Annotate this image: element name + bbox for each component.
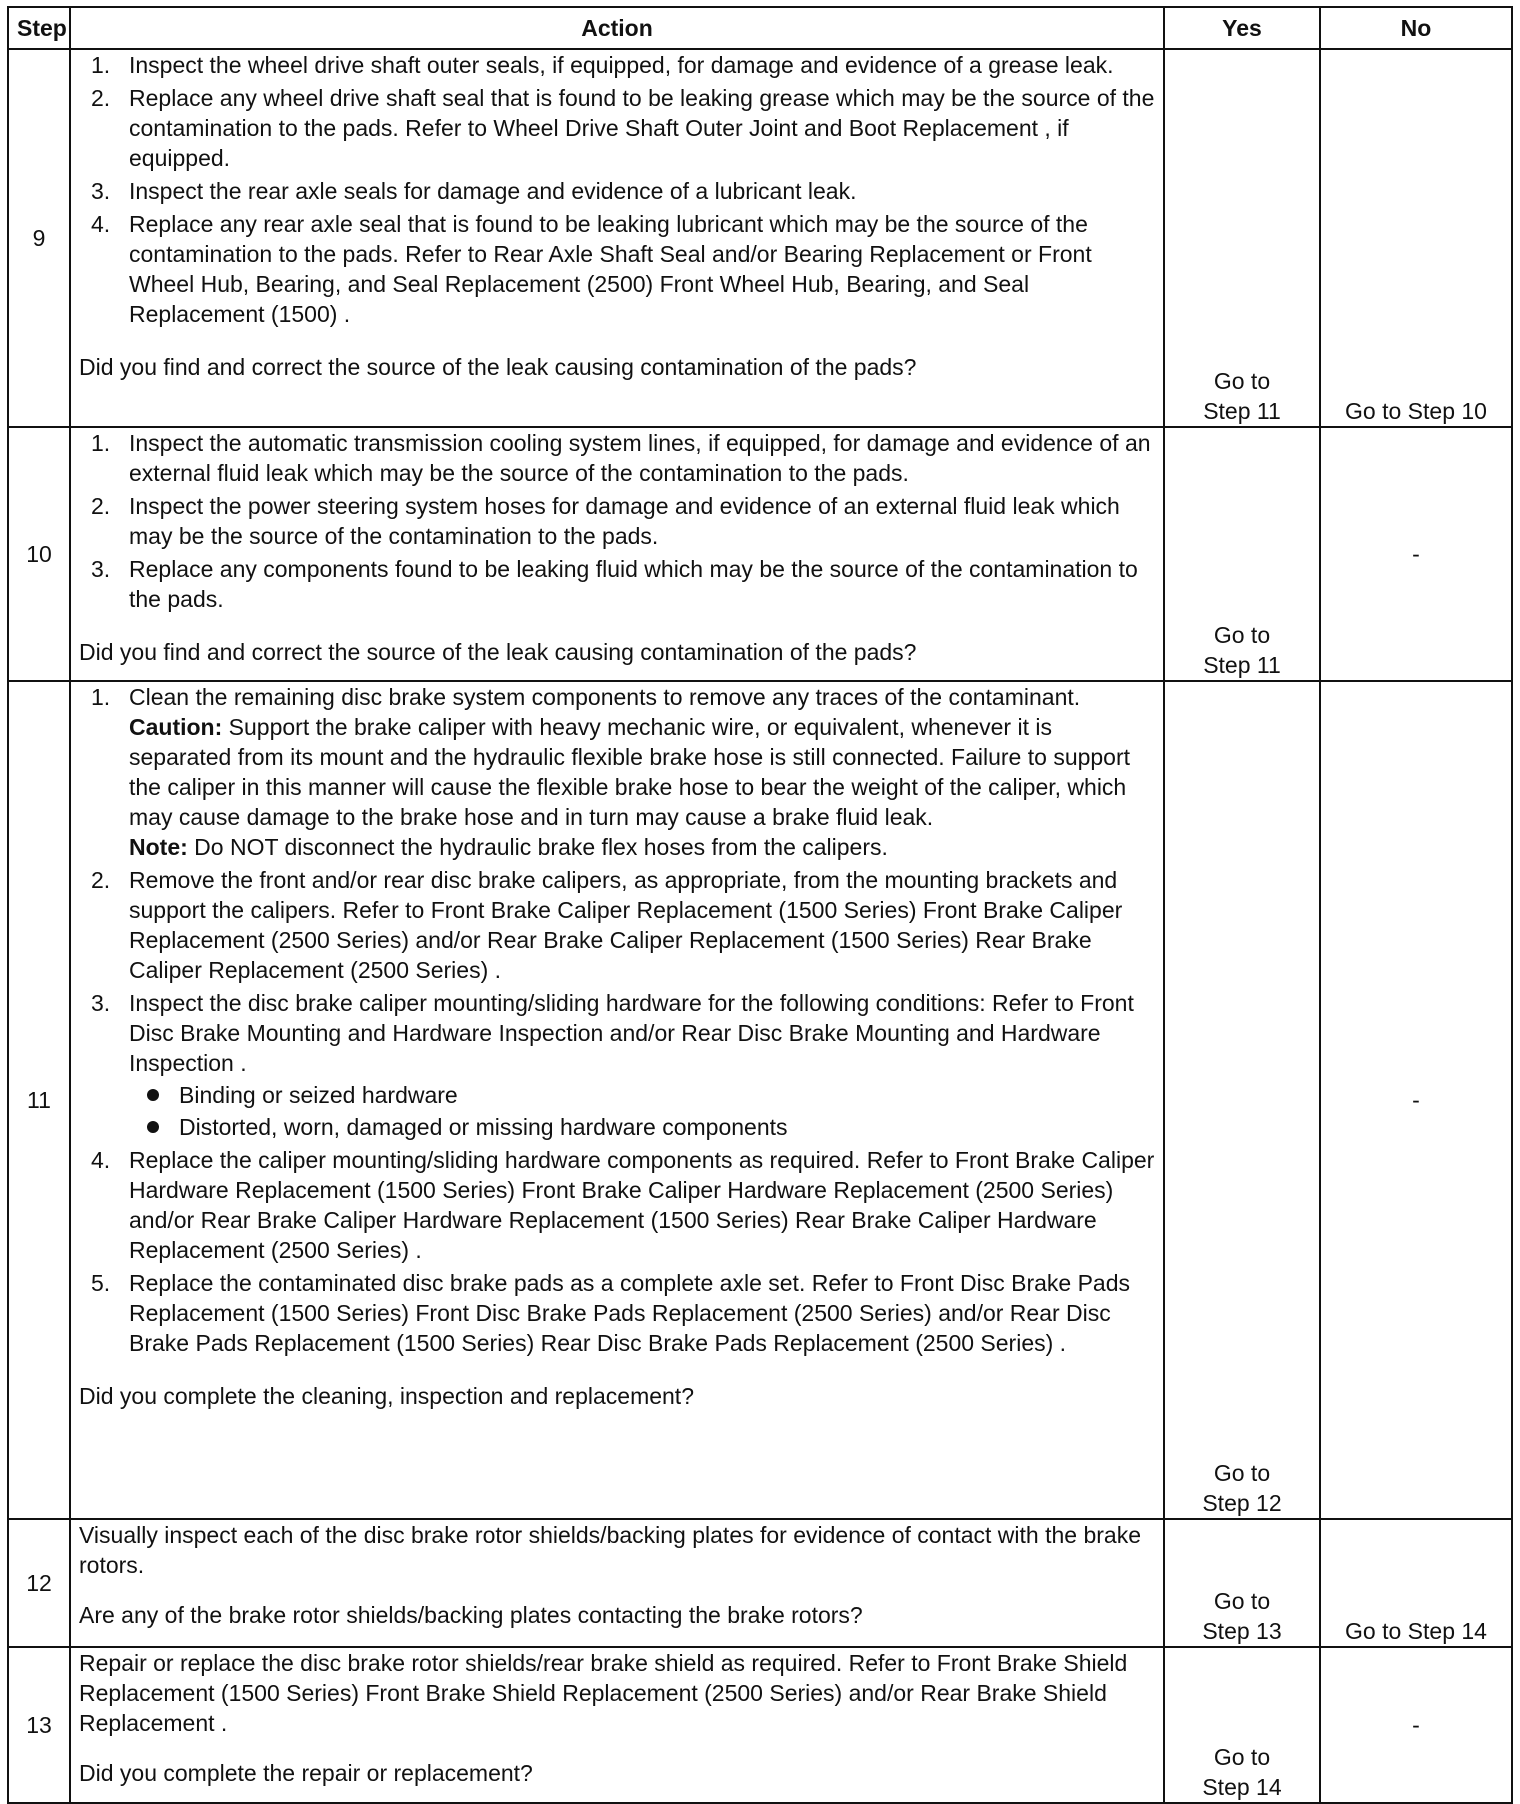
question-text: Did you complete the repair or replacement? — [79, 1760, 533, 1786]
note-text: Do NOT disconnect the hydraulic brake flex hoses from the calipers. — [187, 834, 888, 860]
step-11-row — [8, 681, 1512, 1519]
yes-cell: Go to Step 11 — [1164, 49, 1320, 427]
step-10-row — [8, 427, 1512, 681]
question-text: Did you find and correct the source of the leak causing contamination of the pads? — [79, 354, 917, 380]
instruction-text: Repair or replace the disc brake rotor shields/rear brake shield as required. Refer to Front Brake Shield Replacement (1500 Series) Front Brake Shield Replacement (2500 Series) and/or Rear Brake Shield Replacement . — [79, 1650, 1128, 1736]
header-step: Step — [8, 7, 70, 49]
list-item: 2. Inspect the power steering system hoses for damage and evidence of an external fluid leak which may be the source of the contamination to the pads. — [91, 493, 1120, 549]
instruction-text: Visually inspect each of the disc brake rotor shields/backing plates for evidence of contact with the brake rotors. — [79, 1522, 1141, 1578]
step-number: 10 — [8, 427, 70, 681]
caution-label: Caution: — [129, 714, 223, 740]
bullet-item: Distorted, worn, damaged or missing hardware components — [129, 1112, 1155, 1142]
step-12-row — [8, 1519, 1512, 1647]
action-list — [79, 428, 1155, 614]
question-text: Did you complete the cleaning, inspection and replacement? — [79, 1383, 694, 1409]
action-cell — [70, 1647, 1164, 1803]
action-cell — [70, 681, 1164, 1519]
header-yes: Yes — [1164, 7, 1320, 49]
question-text: Are any of the brake rotor shields/backing plates contacting the brake rotors? — [79, 1602, 863, 1628]
no-cell: - — [1320, 681, 1512, 1519]
list-item: 1. Inspect the automatic transmission cooling system lines, if equipped, for damage and evidence of an external fluid leak which may be the source of the contamination to the pads. — [91, 430, 1151, 486]
action-cell — [70, 49, 1164, 427]
yes-cell: Go to Step 11 — [1164, 427, 1320, 681]
yes-cell: Go to Step 14 — [1164, 1647, 1320, 1803]
no-cell: - — [1320, 427, 1512, 681]
header-row — [8, 7, 1512, 49]
list-item: 2. Remove the front and/or rear disc brake calipers, as appropriate, from the mounting brackets and support the calipers. Refer to Front Brake Caliper Replacement (1500 Series) Front Brake Caliper Replacement (2500 Series) and/or Rear Brake Caliper Replacement (1500 Series) Rear Brake Caliper Replacement (2500 Series) . — [91, 867, 1123, 983]
bullet-list — [129, 1080, 1155, 1142]
list-item: 1. Clean the remaining disc brake system components to remove any traces of the contaminant. Caution: Support the brake caliper with heavy mechanic wire, or equivalent, whenever it is separated from its mount and the hydraulic flexible brake hose is still connected. Failure to support the caliper in this manner will cause the flexible brake hose to bear the weight of the caliper, which may cause damage to the brake hose and in turn may cause a brake fluid leak. Note: Do NOT disconnect the hydraulic brake flex hoses from the calipers. — [91, 684, 1131, 860]
bullet-icon — [147, 1089, 159, 1101]
no-cell: Go to Step 14 — [1320, 1519, 1512, 1647]
header-no: No — [1320, 7, 1512, 49]
step-number: 13 — [8, 1647, 70, 1803]
question-text: Did you find and correct the source of the leak causing contamination of the pads? — [79, 639, 917, 665]
no-cell: - — [1320, 1647, 1512, 1803]
bullet-icon — [147, 1121, 159, 1133]
action-cell — [70, 1519, 1164, 1647]
step-number: 9 — [8, 49, 70, 427]
header-action: Action — [70, 7, 1164, 49]
list-item: 4. Replace any rear axle seal that is found to be leaking lubricant which may be the source of the contamination to the pads. Refer to Rear Axle Shaft Seal and/or Bearing Replacement or Front Wheel Hub, Bearing, and Seal Replacement (2500) Front Wheel Hub, Bearing, and Seal Replacement (1500) . — [91, 211, 1092, 327]
list-item: 1. Inspect the wheel drive shaft outer seals, if equipped, for damage and evidence of a grease leak. — [91, 52, 1114, 78]
action-cell — [70, 427, 1164, 681]
list-item: 4. Replace the caliper mounting/sliding hardware components as required. Refer to Front Brake Caliper Hardware Replacement (1500 Series) Front Brake Caliper Hardware Replacement (2500 Series) and/or Rear Brake Caliper Hardware Replacement (1500 Series) Rear Brake Caliper Hardware Replacement (2500 Series) . — [91, 1147, 1155, 1263]
note-label: Note: — [129, 834, 188, 860]
caution-text: Support the brake caliper with heavy mechanic wire, or equivalent, whenever it is separated from its mount and the hydraulic flexible brake hose is still connected. Failure to support the caliper in this manner will cause the flexible brake hose to bear the weight of the caliper, which may cause damage to the brake hose and in turn may cause a brake fluid leak. — [129, 714, 1131, 830]
step-number: 11 — [8, 681, 70, 1519]
list-item: 2. Replace any wheel drive shaft seal that is found to be leaking grease which may be the source of the contamination to the pads. Refer to Wheel Drive Shaft Outer Joint and Boot Replacement , if equipped. — [91, 85, 1155, 171]
list-item: 3. Inspect the rear axle seals for damage and evidence of a lubricant leak. — [91, 178, 857, 204]
bullet-item: Binding or seized hardware — [129, 1080, 1155, 1110]
yes-cell: Go to Step 13 — [1164, 1519, 1320, 1647]
list-item: 3. Replace any components found to be leaking fluid which may be the source of the contamination to the pads. — [91, 556, 1138, 612]
diagnostic-procedure-table — [7, 6, 1513, 1804]
list-item: 5. Replace the contaminated disc brake pads as a complete axle set. Refer to Front Disc Brake Pads Replacement (1500 Series) Front Disc Brake Pads Replacement (2500 Series) and/or Rear Disc Brake Pads Replacement (1500 Series) Rear Disc Brake Pads Replacement (2500 Series) . — [91, 1270, 1131, 1356]
step-number: 12 — [8, 1519, 70, 1647]
step-9-row — [8, 49, 1512, 427]
list-item: 3. Inspect the disc brake caliper mounting/sliding hardware for the following conditions: Refer to Front Disc Brake Mounting and Hardware Inspection and/or Rear Disc Brake Mounting and Hardware Inspection . Binding or seized hardware Distorted, worn, damaged or missing hardware components — [79, 988, 1155, 1142]
no-cell: Go to Step 10 — [1320, 49, 1512, 427]
action-list — [79, 50, 1155, 329]
yes-cell: Go to Step 12 — [1164, 681, 1320, 1519]
step-13-row — [8, 1647, 1512, 1803]
action-list — [79, 682, 1155, 1358]
